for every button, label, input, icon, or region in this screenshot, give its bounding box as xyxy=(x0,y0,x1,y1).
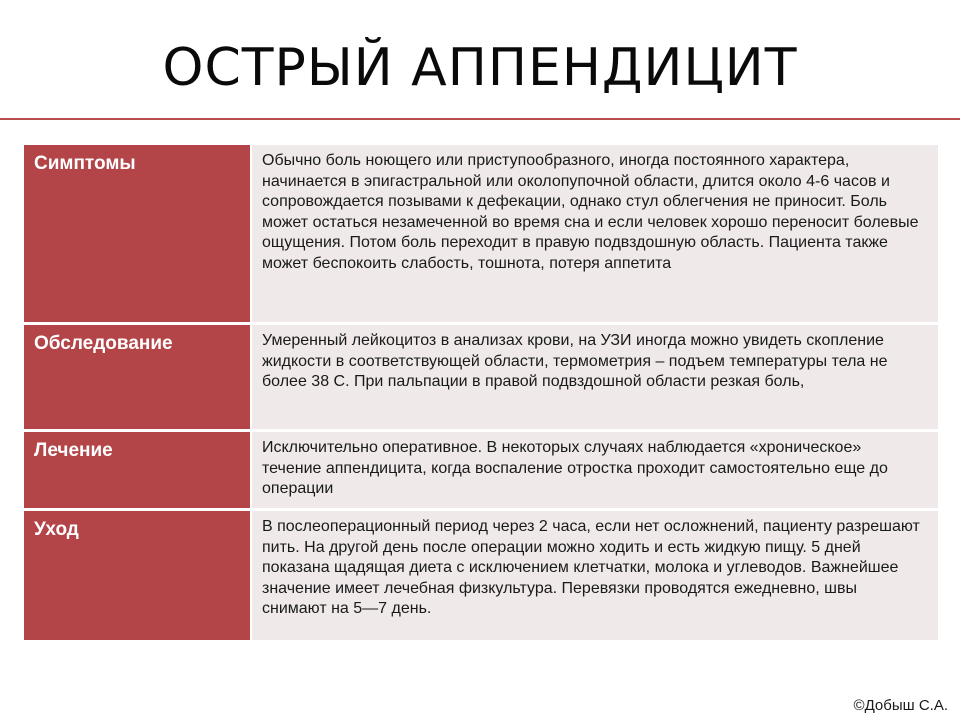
row-header-care: Уход xyxy=(24,511,250,640)
table-row-care xyxy=(24,511,938,640)
row-text-treatment: Исключительно оперативное. В некоторых случаях наблюдается «хроническое» течение аппендицита, когда воспаление отростка проходит самостоятельно еще до операции xyxy=(252,432,938,508)
table-row-symptoms xyxy=(24,145,938,322)
row-header-symptoms: Симптомы xyxy=(24,145,250,322)
copyright-text: ©Добыш С.А. xyxy=(853,697,948,714)
row-text-care: В послеоперационный период через 2 часа, если нет осложнений, пациенту разрешают пить. На другой день после операции можно ходить и есть жидкую пищу. 5 дней показана щадящая диета с исключением клетчатки, молока и углеводов. Важнейшее значение имеет лечебная физкультура. Перевязки проводятся ежедневно, швы снимают на 5—7 день. xyxy=(252,511,938,640)
row-header-treatment: Лечение xyxy=(24,432,250,508)
info-table xyxy=(24,145,938,640)
row-text-symptoms: Обычно боль ноющего или приступообразного, иногда постоянного характера, начинается в эпигастральной или околопупочной области, длится около 4-6 часов и сопровождается позывами к дефекации, однако стул облегчения не приносит. Боль может остаться незамеченной во время сна и если человек хорошо переносит болевые ощущения. Потом боль переходит в правую подвздошную область. Пациента также может беспокоить слабость, тошнота, потеря аппетита xyxy=(252,145,938,322)
title-divider xyxy=(0,118,960,120)
table-row-treatment xyxy=(24,432,938,508)
row-text-examination: Умеренный лейкоцитоз в анализах крови, на УЗИ иногда можно увидеть скопление жидкости в соответствующей области, термометрия – подъем температуры тела не более 38 С. При пальпации в правой подвздошной области резкая боль, xyxy=(252,325,938,429)
row-header-examination: Обследование xyxy=(24,325,250,429)
table-row-examination xyxy=(24,325,938,429)
page-title: ОСТРЫЙ АППЕНДИЦИТ xyxy=(162,38,798,98)
